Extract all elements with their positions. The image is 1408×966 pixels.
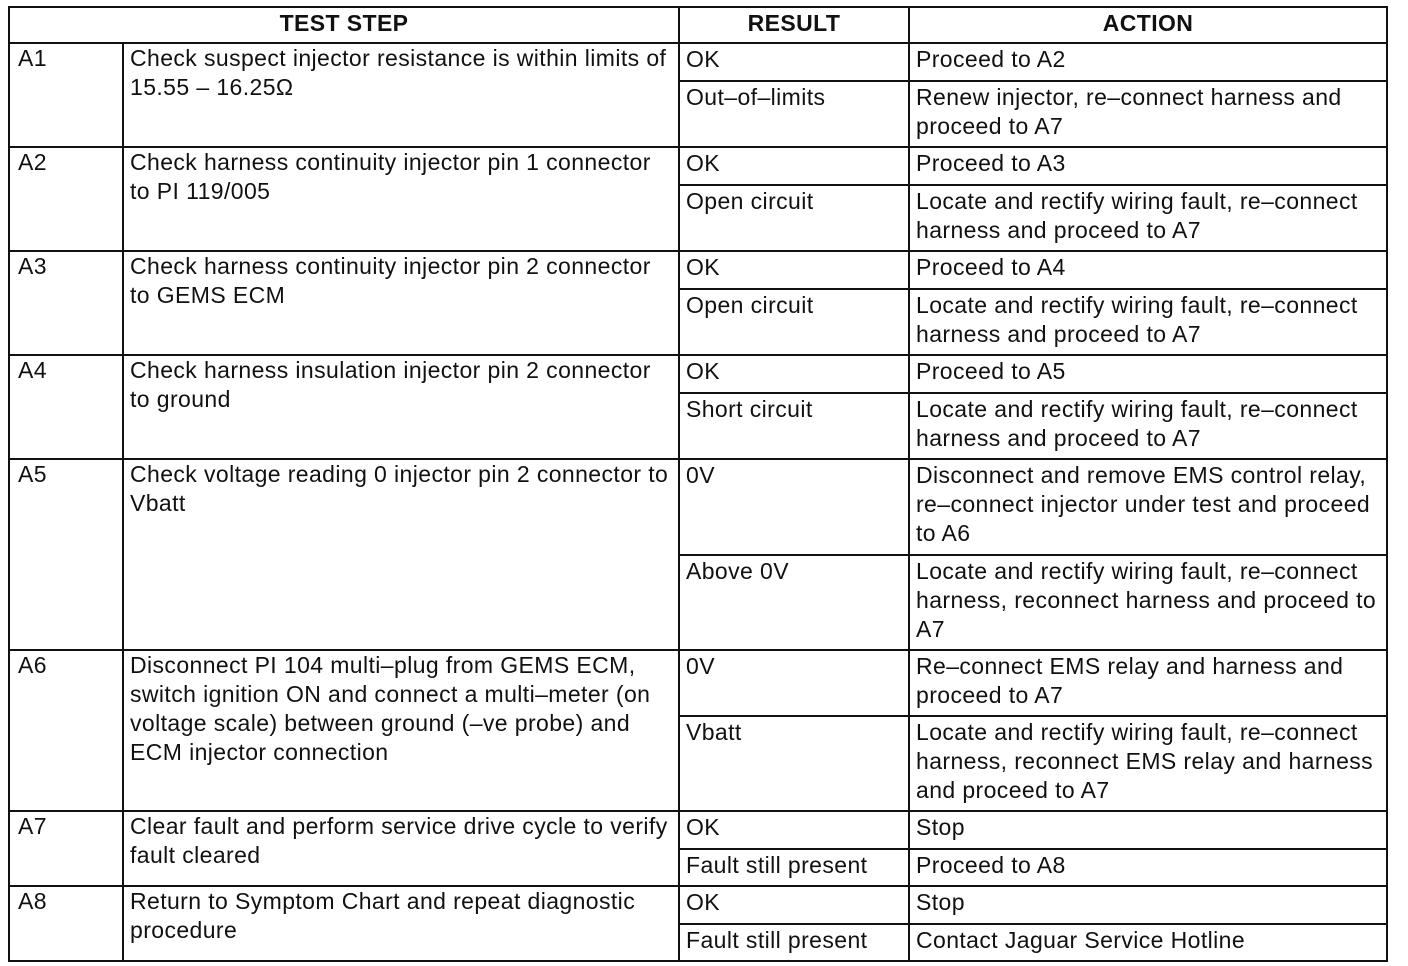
header-action: ACTION: [909, 7, 1387, 43]
step-result: OK: [679, 886, 909, 924]
step-action: Locate and rectify wiring fault, re–connect harness, reconnect harness and proceed to A7: [909, 555, 1387, 650]
step-action: Proceed to A4: [909, 251, 1387, 289]
step-result: 0V: [679, 650, 909, 716]
step-description: Disconnect PI 104 multi–plug from GEMS ECM, switch ignition ON and connect a multi–meter (on voltage scale) between ground (–ve probe) and ECM injector connection: [123, 650, 679, 811]
step-result: OK: [679, 147, 909, 185]
table-row: [9, 811, 1387, 849]
step-action: Locate and rectify wiring fault, re–connect harness and proceed to A7: [909, 185, 1387, 251]
step-result: OK: [679, 811, 909, 849]
table-row: [9, 650, 1387, 716]
table-row: [9, 147, 1387, 185]
step-result: Above 0V: [679, 555, 909, 650]
step-id: A3: [9, 251, 123, 355]
table-row: [9, 355, 1387, 393]
step-id: A1: [9, 43, 123, 147]
step-description: Check harness insulation injector pin 2 connector to ground: [123, 355, 679, 459]
step-description: Check harness continuity injector pin 2 connector to GEMS ECM: [123, 251, 679, 355]
step-description: Return to Symptom Chart and repeat diagnostic procedure: [123, 886, 679, 961]
header-test-step: TEST STEP: [9, 7, 679, 43]
step-description: Check suspect injector resistance is within limits of 15.55 – 16.25Ω: [123, 43, 679, 147]
diagnostic-table-container: [8, 6, 1386, 962]
step-action: Stop: [909, 811, 1387, 849]
table-row: [9, 886, 1387, 924]
step-result: Vbatt: [679, 716, 909, 811]
header-row: [9, 7, 1387, 43]
step-action: Renew injector, re–connect harness and proceed to A7: [909, 81, 1387, 147]
step-result: Fault still present: [679, 924, 909, 961]
step-result: Out–of–limits: [679, 81, 909, 147]
step-result: 0V: [679, 459, 909, 555]
step-id: A8: [9, 886, 123, 961]
step-result: OK: [679, 43, 909, 81]
step-result: Open circuit: [679, 289, 909, 355]
step-id: A2: [9, 147, 123, 251]
header-result: RESULT: [679, 7, 909, 43]
step-action: Proceed to A8: [909, 849, 1387, 886]
step-action: Locate and rectify wiring fault, re–connect harness and proceed to A7: [909, 393, 1387, 459]
step-action: Proceed to A5: [909, 355, 1387, 393]
table-row: [9, 251, 1387, 289]
table-row: [9, 43, 1387, 81]
step-action: Contact Jaguar Service Hotline: [909, 924, 1387, 961]
step-action: Stop: [909, 886, 1387, 924]
step-result: Fault still present: [679, 849, 909, 886]
step-description: Check harness continuity injector pin 1 connector to PI 119/005: [123, 147, 679, 251]
step-result: OK: [679, 355, 909, 393]
step-id: A5: [9, 459, 123, 650]
diagnostic-table: [8, 6, 1388, 962]
step-description: Check voltage reading 0 injector pin 2 connector to Vbatt: [123, 459, 679, 650]
table-row: [9, 459, 1387, 555]
step-id: A4: [9, 355, 123, 459]
step-id: A7: [9, 811, 123, 886]
step-action: Locate and rectify wiring fault, re–connect harness, reconnect EMS relay and harness and proceed to A7: [909, 716, 1387, 811]
step-result: Short circuit: [679, 393, 909, 459]
step-action: Locate and rectify wiring fault, re–connect harness and proceed to A7: [909, 289, 1387, 355]
step-action: Proceed to A2: [909, 43, 1387, 81]
step-action: Disconnect and remove EMS control relay, re–connect injector under test and proceed to A6: [909, 459, 1387, 555]
step-result: OK: [679, 251, 909, 289]
step-result: Open circuit: [679, 185, 909, 251]
step-action: Proceed to A3: [909, 147, 1387, 185]
step-action: Re–connect EMS relay and harness and proceed to A7: [909, 650, 1387, 716]
step-id: A6: [9, 650, 123, 811]
step-description: Clear fault and perform service drive cycle to verify fault cleared: [123, 811, 679, 886]
table-body: [9, 43, 1387, 961]
